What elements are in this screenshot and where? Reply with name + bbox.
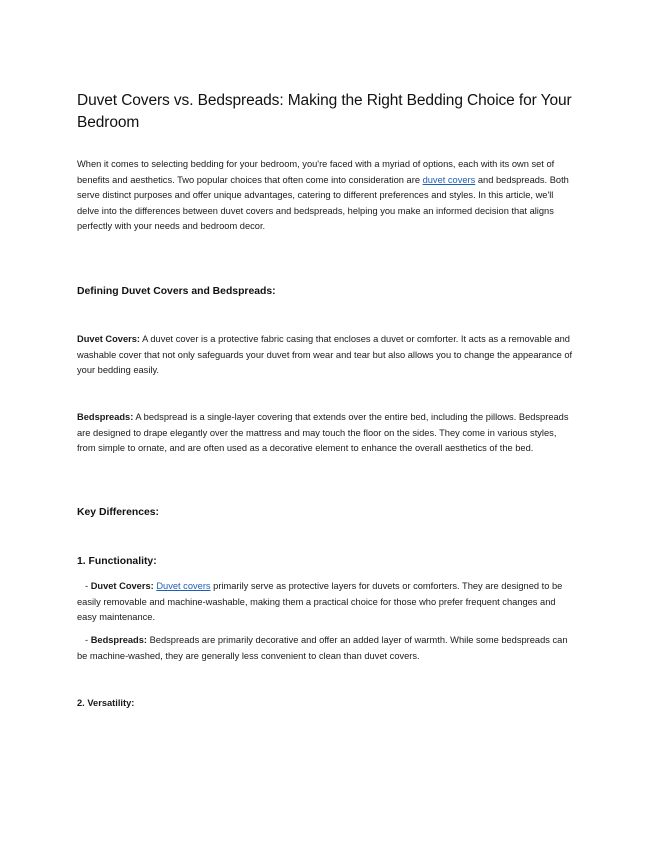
functionality-duvet-text: primarily serve as protective layers for duvets or comforters. They are designed to be easily removable and machine-washable, making them a practical choice for those who prefer frequent changes and easy maintenance. bbox=[77, 581, 563, 623]
versatility-heading bbox=[77, 696, 577, 712]
section-heading-key-differences: Key Differences: bbox=[77, 507, 160, 518]
duvet-definition-text: A duvet cover is a protective fabric casing that encloses a duvet or comforter. It acts as a removable and washable cover that not only safeguards your duvet from wear and tear but also allows you to change the appearance of your bedding easily. bbox=[77, 334, 573, 376]
functionality-bedspread-text: Bedspreads are primarily decorative and offer an added layer of warmth. While some bedspreads can be machine-washed, they are generally less convenient to clean than duvet covers. bbox=[77, 635, 568, 661]
bedspread-definition-label: Bedspreads: bbox=[77, 412, 134, 422]
bedspread-definition-paragraph bbox=[77, 410, 577, 457]
versatility-heading-text: Versatility: bbox=[84, 698, 135, 708]
functionality-bedspread-label: Bedspreads: bbox=[90, 635, 148, 645]
page-title: Duvet Covers vs. Bedspreads: Making the Right Bedding Choice for Your Bedroom bbox=[77, 92, 572, 131]
functionality-heading: 1. Functionality: bbox=[77, 556, 157, 567]
intro-paragraph bbox=[77, 157, 577, 235]
duvet-definition-label: Duvet Covers: bbox=[77, 334, 141, 344]
intro-text-start: When it comes to selecting bedding for your bedroom, you're faced with a myriad of options, each with its own set of benefits and aesthetics. Two popular choices that often come into consideration are bbox=[77, 159, 555, 185]
duvet-definition-paragraph bbox=[77, 332, 577, 379]
intro-text-end: and bedspreads. Both serve distinct purposes and offer unique advantages, catering to different preferences and styles. In this article, we'll delve into the differences between duvet covers and bedspreads, helping you make an informed decision that aligns perfectly with your needs and bedroom decor. bbox=[77, 174, 569, 232]
functionality-duvet-label: Duvet Covers: bbox=[90, 581, 154, 591]
functionality-duvet-bullet: - bbox=[85, 581, 91, 591]
functionality-bedspread-bullet: - bbox=[85, 635, 91, 645]
functionality-bedspread-paragraph bbox=[77, 633, 577, 664]
duvet-covers-link-2[interactable]: Duvet covers bbox=[156, 581, 211, 591]
bedspread-definition-text: A bedspread is a single-layer covering that extends over the entire bed, including the pillows. Bedspreads are designed to drape elegantly over the mattress and may touch the floor on the sides. They come in various styles, from simple to ornate, and are often used as a decorative element to enhance the overall aesthetics of the bed. bbox=[77, 412, 569, 454]
duvet-covers-link[interactable]: duvet covers bbox=[422, 174, 476, 185]
functionality-duvet-paragraph bbox=[77, 579, 577, 626]
section-heading-defining: Defining Duvet Covers and Bedspreads: bbox=[77, 286, 276, 297]
versatility-number: 2. bbox=[77, 698, 85, 708]
